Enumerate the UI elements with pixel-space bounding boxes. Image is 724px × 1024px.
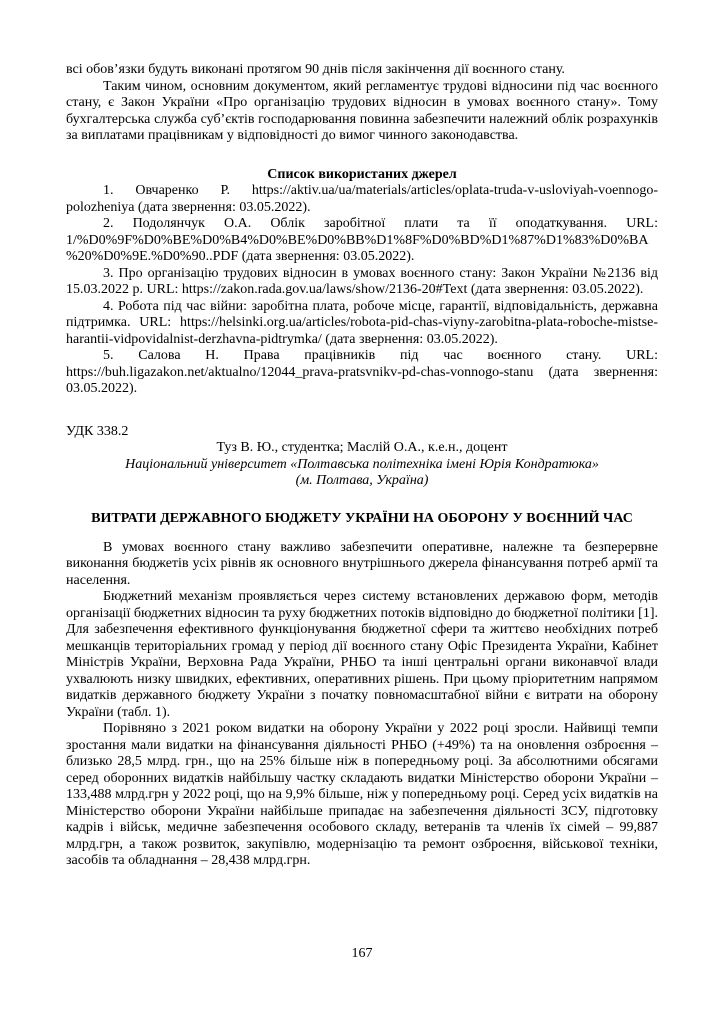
reference-item-5: 5. Салова Н. Права працівників під час воєнного стану. URL: https://buh.ligazakon.net/aktualno/12044_prava-pratsvnikv-pd-chas-vonnogo-stanu (дата звернення: 03.05.2022). [66, 348, 658, 396]
article-paragraph-3: Порівняно з 2021 роком видатки на оборону України у 2022 році зросли. Найвищі темпи зростання мали видатки на фінансування діяльності РНБО (+49%) та на оновлення озброєння – близько 28,5 млрд. грн., що на 25% більше ніж в попередньому році. За абсолютними обсягами серед оборонних видатків найбільшу частку складають видатки Міністерство оборони України – 133,488 млрд.грн у 2022 році, що на 9,9% більше, ніж у попередньому році. Серед усіх видатків на Міністерство оборони України найбільше припадає на забезпечення діяльності ЗСУ, підготовку кадрів і військ, медичне забезпечення особового складу, ветеранів та членів їх сімей – 99,887 млрд.грн, а також розвиток, закупівлю, модернізацію та ремонт озброєння, військової техніки, засобів та обладнання – 28,438 млрд.грн. [66, 721, 658, 868]
reference-item-1: 1. Овчаренко Р. https://aktiv.ua/ua/materials/articles/oplata-truda-v-usloviyah-voennogo-polozheniya (дата звернення: 03.05.2022). [66, 183, 658, 215]
reference-item-3: 3. Про організацію трудових відносин в умовах воєнного стану: Закон України №2136 від 15.03.2022 р. URL: https://zakon.rada.gov.ua/laws/show/2136-20#Text (дата звернення: 03.05.2022). [66, 265, 658, 297]
closing-paragraph: Таким чином, основним документом, який регламентує трудові відносини під час воєнного стану, є Закон України «Про організацію трудових відносин в умовах воєнного стану». Тому бухгалтерська служба суб’єктів господарювання повинна забезпечити належний облік розрахунків за виплатами працівникам у відповідності до вимог чинного законодавства. [66, 78, 658, 143]
location-line: (м. Полтава, Україна) [295, 473, 429, 488]
udc-code: УДК 338.2 [66, 423, 129, 439]
article-paragraph-2: Бюджетний механізм проявляється через систему встановлених державою форм, методів організації бюджетних відносин та руху бюджетних потоків відповідно до бюджетної політики [1]. Для забезпечення ефективного функціонування бюджетної сфери та життєво необхідних потреб мешканців територіальних громад у період дії воєнного стану Офіс Президента України, Кабінет Міністрів України, Верховна Рада України, РНБО та інші центральні органи виконавчої влади ухвалюють низку швидких, ефективних, оперативних рішень. При цьому пріоритетним напрямом видатків державного бюджету України з початку повномасштабної війни є витрати на оборону України (табл. 1). [66, 589, 658, 720]
authors-line: Туз В. Ю., студентка; Маслій О.А., к.е.н., доцент [216, 440, 508, 455]
affiliation-line: Національний університет «Полтавська політехніка імені Юрія Кондратюка» [125, 456, 599, 472]
reference-item-4: 4. Робота під час війни: заробітна плата, робоче місце, гарантії, відповідальність, державна підтримка. URL: https://helsinki.org.ua/articles/robota-pid-chas-viyny-zarobitna-plata-roboche-mistse-harantii-vidpovidalnist-derzhavna-pidtrymka/ (дата звернення: 03.05.2022). [66, 298, 658, 347]
article-title: ВИТРАТИ ДЕРЖАВНОГО БЮДЖЕТУ УКРАЇНИ НА ОБОРОНУ У ВОЄННИЙ ЧАС [91, 510, 633, 526]
continuation-paragraph: всі обов’язки будуть виконані протягом 90 днів після закінчення дії воєнного стану. [66, 62, 565, 77]
references-heading: Список використаних джерел [267, 166, 457, 182]
page-number: 167 [351, 946, 373, 961]
reference-item-2: 2. Подолянчук О.А. Облік заробітної плати та її оподаткування. URL: 1/%D0%9F%D0%BE%D0%B4%D0%BE%D0%BB%D1%8F%D0%BD%D1%87%D1%83%D0%BA%20%D0%9E.%D0%90..PDF (дата звернення: 03.05.2022). [66, 216, 658, 264]
article-paragraph-1: В умовах воєнного стану важливо забезпечити оперативне, належне та безперервне виконання бюджетів усіх рівнів як основного внутрішнього джерела фінансування потреб армії та населення. [66, 539, 658, 588]
